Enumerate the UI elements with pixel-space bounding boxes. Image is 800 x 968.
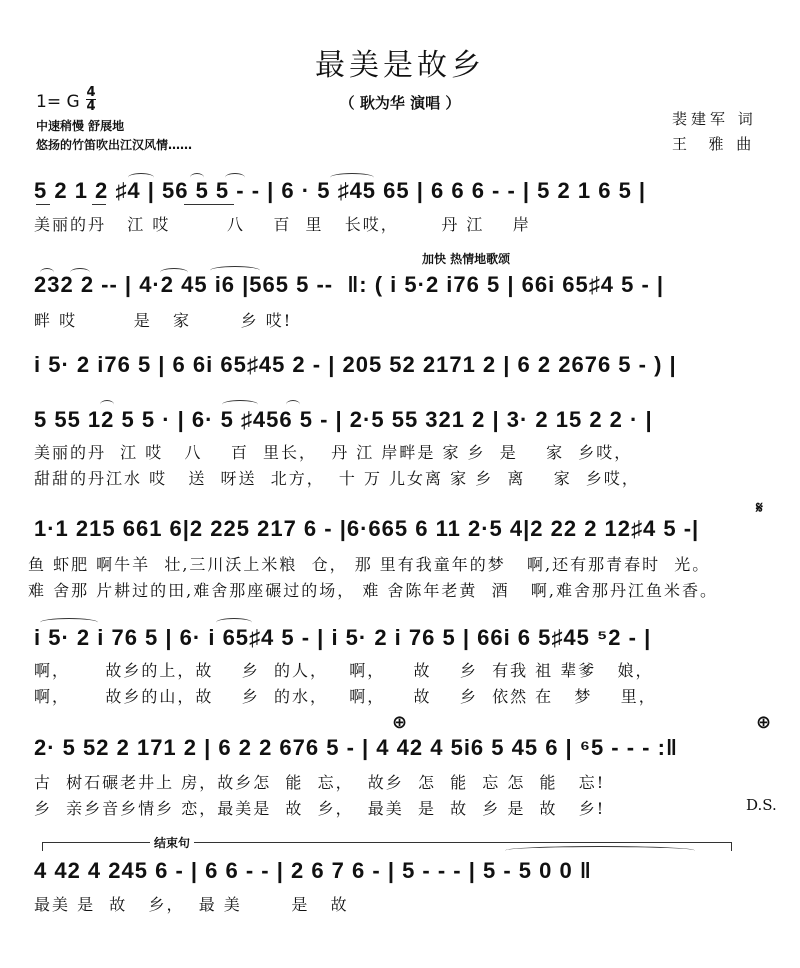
slur	[330, 173, 374, 182]
slur	[100, 400, 114, 409]
time-sig-bottom: 4	[86, 99, 96, 114]
singer-credit: （ 耿为华 演唱 ）	[339, 94, 461, 112]
lyrics-line-2: 畔 哎 是 家 乡 哎!	[34, 311, 293, 330]
score-line-8: 4 42 4 245 6 - | 6 6 - - | 2 6 7 6 - | 5 - - - | 5 - 5 0 0 ‖	[34, 858, 592, 883]
ending-label: 结束句	[150, 834, 194, 851]
slur	[128, 173, 154, 182]
slur	[40, 618, 98, 627]
lyrics-line-4b: 甜甜的丹江水 哎 送 呀送 北方， 十 万 儿女离 家 乡 离 家 乡哎，	[34, 469, 640, 488]
mood-marking: 悠扬的竹笛吹出江汉风情……	[36, 138, 193, 152]
score-line-5: 1·1 215 661 6|2 225 217 6 - |6·665 6 11 2·5 4|2 22 2 12♯4 5 -|	[34, 516, 700, 541]
time-sig-top: 4	[86, 85, 96, 100]
underline	[184, 204, 234, 205]
lyrics-line-5b: 难 舍那 片耕过的田,难舍那座碾过的场， 难 舍陈年老黄 酒 啊,难舍那丹江鱼米香。	[28, 581, 718, 600]
lyrics-line-8: 最美 是 故 乡， 最 美 是 故	[34, 895, 349, 914]
lyrics-line-5a: 鱼 虾肥 啊牛羊 壮,三川沃上米粮 仓， 那 里有我童年的梦 啊,还有那青春时 光。	[28, 555, 711, 574]
song-title: 最美是故乡	[315, 48, 485, 83]
score-line-1: 5 2 1 2 ♯4 | 56 5 5 - - | 6 · 5 ♯45 65 | 6 6 6 - - | 5 2 1 6 5 |	[34, 178, 647, 203]
key-signature: 1= G	[36, 92, 80, 112]
score-line-2: 232 2 -- | 4·2 45 i6 |565 5 -- ‖: ( i 5·2 i76 5 | 66i 65♯4 5 - |	[34, 272, 665, 297]
slur	[210, 266, 260, 275]
slur	[160, 268, 188, 277]
accelerando-marking: 加快 热情地歌颂	[422, 252, 511, 266]
slur	[222, 400, 258, 409]
coda-icon: ⊕	[756, 712, 772, 733]
slur	[70, 268, 90, 277]
lyrics-line-6b: 啊， 故乡的山，故 乡 的水， 啊， 故 乡 依然 在 梦 里，	[34, 687, 657, 706]
slur	[225, 173, 245, 182]
slur	[40, 268, 54, 277]
underline	[92, 204, 106, 205]
slur	[190, 173, 204, 182]
score-line-3: i 5· 2 i76 5 | 6 6i 65♯45 2 - | 205 52 2171 2 | 6 2 2676 5 - ) |	[34, 352, 677, 377]
segno-icon: 𝄋	[756, 498, 763, 517]
da-segno-marking: D.S.	[746, 796, 777, 814]
score-line-6: i 5· 2 i 76 5 | 6· i 65♯4 5 - | i 5· 2 i 76 5 | 66i 6 5♯45 ⁵2 - |	[34, 625, 652, 650]
coda-icon: ⊕	[392, 712, 408, 733]
time-signature	[86, 86, 96, 113]
lyrics-line-7a: 古 树石碾老井上 房，故乡怎 能 忘， 故乡 怎 能 忘 怎 能 忘!	[34, 773, 606, 792]
slur	[216, 618, 252, 627]
underline	[36, 204, 50, 205]
score-line-7: 2· 5 52 2 171 2 | 6 2 2 676 5 - | 4 42 4 5i6 5 45 6 | ⁶5 - - - :‖	[34, 735, 678, 760]
composer-credit: 王 雅 曲	[672, 135, 756, 153]
lyrics-line-1: 美丽的丹 江 哎 八 百 里 长哎， 丹 江 岸	[34, 215, 531, 234]
tempo-marking: 中速稍慢 舒展地	[36, 119, 125, 133]
lyrics-line-6a: 啊， 故乡的上，故 乡 的人， 啊， 故 乡 有我 祖 辈爹 娘，	[34, 661, 654, 680]
lyrics-line-4a: 美丽的丹 江 哎 八 百 里长， 丹 江 岸畔是 家 乡 是 家 乡哎，	[34, 443, 633, 462]
slur	[286, 400, 300, 409]
score-line-4: 5 55 12 5 5 · | 6· 5 ♯456 5 - | 2·5 55 321 2 | 3· 2 15 2 2 · |	[34, 407, 653, 432]
lyricist-credit: 裴建军 词	[672, 110, 757, 128]
slur	[505, 846, 695, 855]
lyrics-line-7b: 乡 亲乡音乡情乡 恋，最美是 故 乡， 最美 是 故 乡 是 故 乡!	[34, 799, 606, 818]
